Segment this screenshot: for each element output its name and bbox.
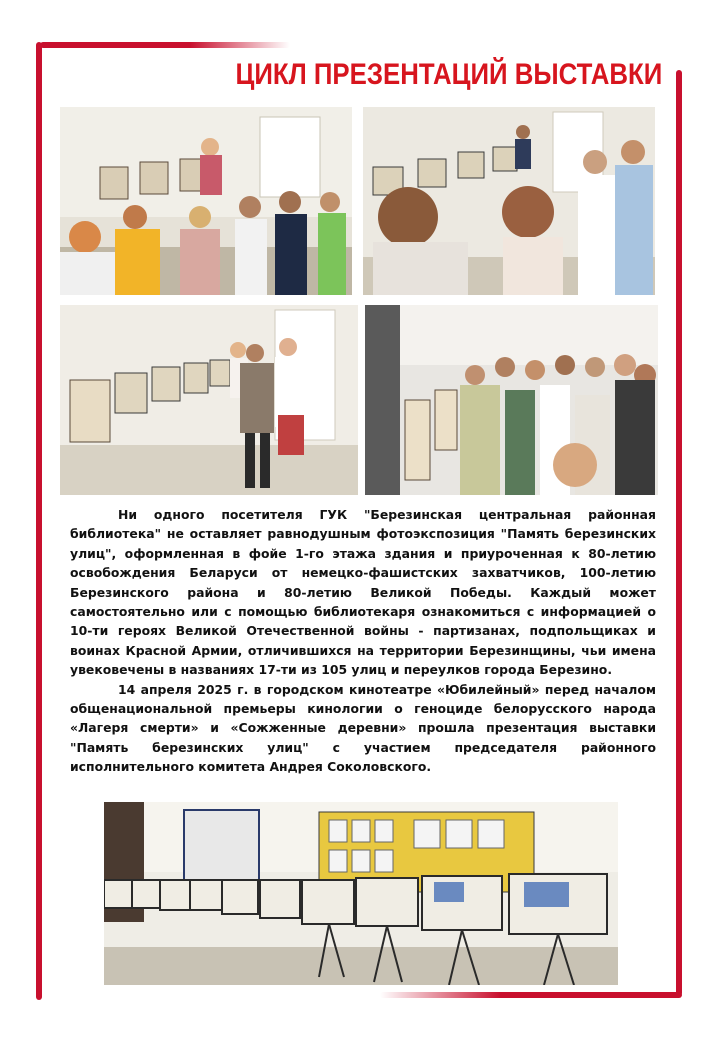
photo-crowd-in-hall [365, 305, 658, 495]
frame-top-stroke [40, 42, 290, 48]
photo-children-at-stands [363, 107, 655, 295]
page-title: ЦИКЛ ПРЕЗЕНТАЦИЙ ВЫСТАВКИ [235, 58, 662, 91]
photo-children-viewing-exhibition [60, 107, 352, 295]
frame-right-stroke [676, 70, 682, 996]
frame-left-stroke [36, 42, 42, 1000]
article-text [70, 505, 656, 777]
photo-adults-at-stands [60, 305, 358, 495]
paragraph-1: Ни одного посетителя ГУК "Березинская центральная районная библиотека" не оставляет равнодушным фотоэкспозиция "Память березинских улиц", оформленная в фойе 1-го этажа здания и приуроченная к 80-летию освобождения Беларуси от немецко-фашистских захватчиков, 100-летию Березинского района и 80-летию Великой Победы. Каждый может самостоятельно или с помощью библиотекаря ознакомиться с информацией о 10-ти героях Великой Отечественной войны - партизанах, подпольщиках и воинах Красной Армии, отличившихся на территории Березинщины, чьи имена увековечены в названиях 17-ти из 105 улиц и переулков города Березино. [70, 507, 656, 678]
frame-bottom-stroke [380, 992, 682, 998]
paragraph-2: 14 апреля 2025 г. в городском кинотеатре «Юбилейный» перед началом общенациональной премьеры кинологии о геноциде белорусского народа «Лагеря смерти» и «Сожженные деревни» прошла презентация выставки "Память березинских улиц" с участием председателя районного исполнительного комитета Андрея Соколовского. [70, 681, 656, 775]
photo-exhibition-stands-cinema [104, 802, 618, 985]
